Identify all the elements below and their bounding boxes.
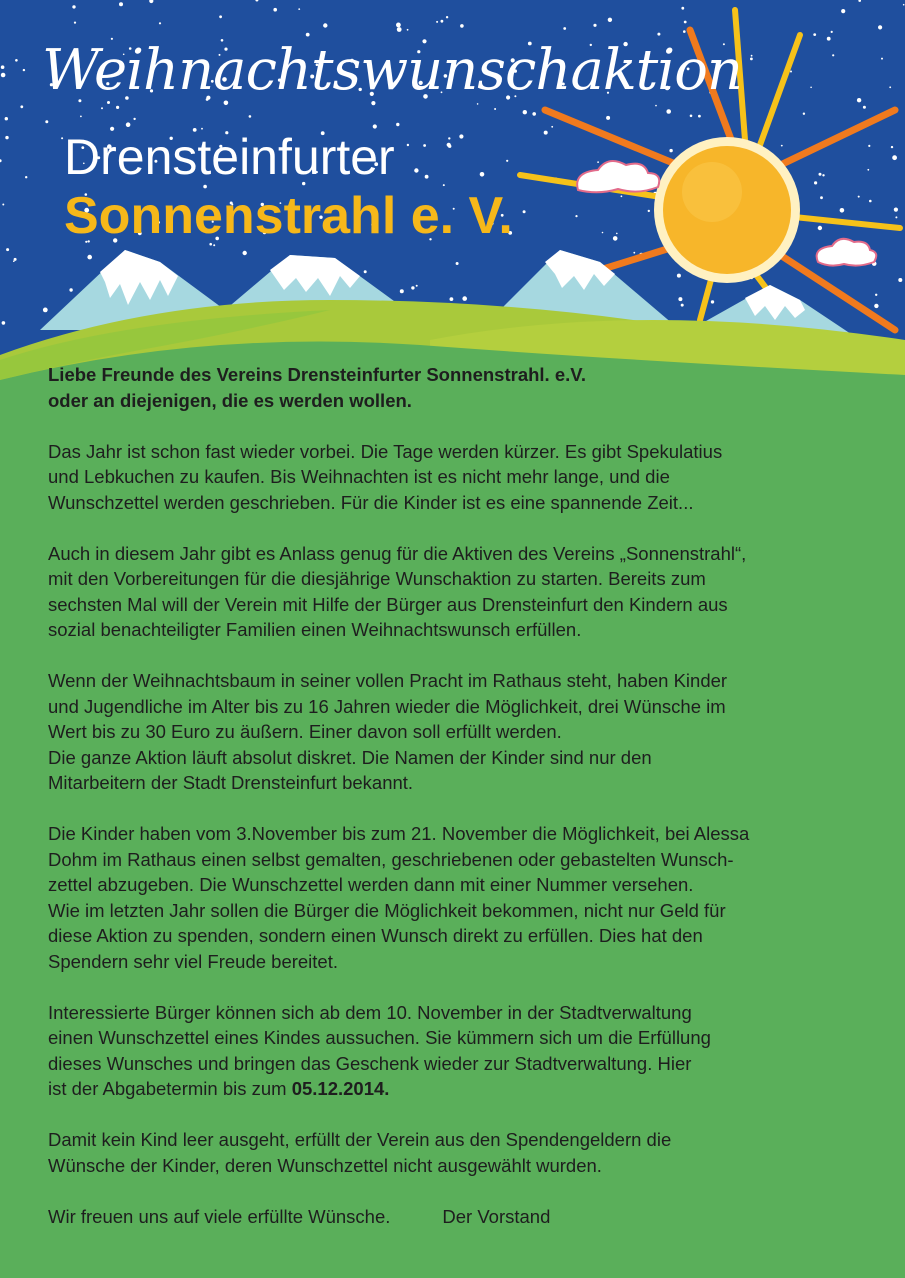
text-line: Wenn der Weihnachtsbaum in seiner vollen Pracht im Rathaus steht, haben Kinder	[48, 670, 728, 691]
star	[477, 103, 479, 105]
paragraph-4	[48, 821, 868, 974]
star	[563, 27, 566, 30]
script-title: Weihnachtswunschaktion	[42, 38, 742, 103]
star	[822, 174, 824, 176]
star	[869, 200, 872, 203]
paragraph-3	[48, 668, 868, 796]
paragraph-6	[48, 1127, 868, 1178]
text-line: sechsten Mal will der Verein mit Hilfe der Bürger aus Drensteinfurt den Kindern aus	[48, 593, 728, 615]
star	[790, 71, 792, 73]
text-line: Auch in diesem Jahr gibt es Anlass genug für die Aktiven des Vereins „Sonnenstrahl“,	[48, 542, 747, 564]
star	[813, 33, 816, 36]
star	[116, 106, 119, 109]
star	[690, 115, 693, 118]
star	[832, 54, 834, 56]
star	[867, 169, 869, 171]
star	[814, 181, 817, 184]
star	[273, 8, 277, 12]
star	[889, 86, 891, 88]
star	[903, 4, 905, 6]
star	[80, 116, 82, 118]
star	[820, 196, 823, 199]
paragraph-5	[48, 1000, 868, 1102]
star	[551, 126, 553, 128]
star	[450, 297, 454, 301]
star	[2, 204, 4, 206]
star	[506, 160, 508, 162]
star	[448, 145, 451, 148]
star	[606, 116, 610, 120]
signature: Der Vorstand	[442, 1205, 551, 1227]
text-line: dieses Wunsches und bringen das Geschenk wieder zur Stadtverwaltung. Hier	[48, 1052, 692, 1074]
star	[666, 109, 671, 114]
star	[616, 233, 618, 235]
title-drensteinfurter: Drensteinfurter	[64, 129, 395, 185]
star	[657, 33, 660, 36]
star	[593, 24, 596, 27]
star	[544, 131, 548, 135]
paragraph-1	[48, 439, 868, 516]
star	[1, 73, 6, 78]
star	[407, 29, 409, 31]
star	[480, 172, 485, 177]
star	[2, 321, 6, 325]
star	[159, 22, 161, 24]
star	[881, 58, 883, 60]
text-line: Damit kein Kind leer ausgeht, erfüllt der Verein aus den Spendengeldern die	[48, 1129, 672, 1150]
star	[831, 31, 833, 33]
star	[13, 260, 15, 262]
text-line: mit den Vorbereitungen für die diesjährige Wunschaktion zu starten. Bereits zum	[48, 568, 706, 589]
star	[683, 30, 686, 33]
text-line: einen Wunschzettel eines Kindes aussuchen. Sie kümmern sich um die Erfüllung	[48, 1027, 711, 1048]
star	[523, 110, 527, 114]
star	[456, 262, 459, 265]
text-line: zettel abzugeben. Die Wunschzettel werden dann mit einer Nummer versehen.	[48, 874, 694, 895]
greeting-line: oder an diejenigen, die es werden wollen.	[48, 389, 412, 411]
star	[810, 87, 812, 89]
star	[407, 144, 409, 146]
star	[633, 252, 635, 254]
letter-body	[48, 362, 868, 1255]
star	[459, 134, 463, 138]
star	[441, 20, 444, 23]
closing-line	[48, 1204, 868, 1230]
star	[655, 105, 657, 107]
deadline-prefix: ist der Abgabetermin bis zum	[48, 1078, 292, 1099]
greeting-line: Liebe Freunde des Vereins Drensteinfurter Sonnenstrahl. e.V.	[48, 364, 587, 385]
star	[448, 137, 450, 139]
star	[460, 24, 464, 28]
text-line: Wünsche der Kinder, deren Wunschzettel nicht ausgewählt wurden.	[48, 1154, 602, 1176]
star	[414, 168, 418, 172]
star	[5, 117, 8, 120]
star	[681, 7, 684, 10]
star	[45, 120, 48, 123]
star	[857, 98, 861, 102]
star	[400, 289, 404, 293]
star	[23, 69, 25, 71]
star	[892, 155, 897, 160]
star	[819, 173, 822, 176]
star	[306, 33, 310, 37]
star	[523, 210, 526, 213]
star	[621, 195, 623, 197]
text-line: Die ganze Aktion läuft absolut diskret. Die Namen der Kinder sind nur den	[48, 746, 652, 768]
closing-text: Wir freuen uns auf viele erfüllte Wünsche.	[48, 1205, 391, 1227]
star	[396, 123, 399, 126]
star	[133, 118, 135, 120]
star	[323, 23, 327, 27]
star	[894, 208, 898, 212]
star	[494, 108, 496, 110]
star	[1, 65, 5, 69]
text-line: Mitarbeitern der Stadt Drensteinfurt bekannt.	[48, 772, 414, 793]
star	[462, 296, 467, 301]
star	[61, 137, 63, 139]
star	[781, 145, 783, 147]
star	[364, 270, 367, 273]
star	[416, 285, 418, 287]
star	[126, 122, 131, 127]
star	[423, 144, 426, 147]
star	[575, 215, 577, 217]
star	[43, 308, 48, 313]
star	[298, 8, 300, 10]
star	[249, 115, 252, 118]
star	[597, 161, 599, 163]
star	[6, 248, 9, 251]
text-line: und Jugendliche im Alter bis zu 16 Jahren wieder die Möglichkeit, drei Wünsche im	[48, 695, 726, 717]
deadline-date: 05.12.2014.	[291, 1078, 390, 1099]
star	[803, 113, 805, 115]
text-line: Spendern sehr viel Freude bereitet.	[48, 950, 339, 972]
text-line: Wunschzettel werden geschrieben. Für die Kinder ist es eine spannende Zeit...	[48, 491, 694, 513]
star	[868, 145, 870, 147]
text-line: Die Kinder haben vom 3.November bis zum 21. November die Möglichkeit, bei Alessa	[48, 823, 750, 844]
star	[20, 105, 23, 108]
star	[74, 22, 76, 24]
text-line: sozial benachteiligter Familien einen Weihnachtswunsch erfüllen.	[48, 619, 582, 640]
greeting	[48, 362, 868, 413]
star	[219, 15, 222, 18]
star	[397, 27, 402, 32]
star	[863, 106, 866, 109]
star	[827, 37, 831, 41]
text-line: Wie im letzten Jahr sollen die Bürger die Möglichkeit bekommen, nicht nur Geld für	[48, 899, 726, 921]
star	[711, 300, 714, 303]
text-line: und Lebkuchen zu kaufen. Bis Weihnachten ist es nicht mehr lange, und die	[48, 466, 670, 487]
star	[648, 210, 650, 212]
star	[678, 297, 682, 301]
star	[677, 274, 681, 278]
star	[243, 251, 247, 255]
text-line: Dohm im Rathaus einen selbst gemalten, geschriebenen oder gebastelten Wunsch-	[48, 848, 734, 870]
star	[858, 196, 860, 198]
star	[602, 232, 604, 234]
star	[751, 55, 753, 57]
text-line: diese Aktion zu spenden, sondern einen Wunsch direkt zu erfüllen. Dies hat den	[48, 925, 703, 946]
star	[608, 18, 612, 22]
star	[613, 236, 618, 241]
star	[425, 175, 429, 179]
star	[898, 278, 902, 282]
star	[669, 149, 672, 152]
star	[878, 25, 882, 29]
star	[25, 176, 27, 178]
star	[750, 58, 753, 61]
star	[891, 146, 893, 148]
star	[87, 255, 92, 260]
star	[895, 216, 897, 218]
star	[446, 16, 448, 18]
star	[532, 112, 536, 116]
star	[681, 304, 684, 307]
star	[101, 107, 103, 109]
star	[411, 286, 414, 289]
star	[874, 304, 878, 308]
star	[15, 59, 18, 62]
star	[840, 208, 845, 213]
star	[698, 115, 701, 118]
paragraph-2	[48, 541, 868, 643]
star	[69, 288, 72, 291]
star	[684, 21, 687, 24]
star	[818, 226, 822, 230]
star	[119, 2, 123, 6]
text-line: Wert bis zu 30 Euro zu äußern. Einer davon soll erfüllt werden.	[48, 721, 562, 742]
text-line: Das Jahr ist schon fast wieder vorbei. Die Tage werden kürzer. Es gibt Spekulatius	[48, 440, 723, 462]
star	[72, 5, 75, 8]
star	[5, 136, 8, 139]
star	[841, 9, 845, 13]
text-line	[48, 1076, 868, 1102]
star	[436, 21, 438, 23]
star	[396, 23, 401, 28]
star	[875, 294, 877, 296]
title-sonnenstrahl: Sonnenstrahl e. V.	[64, 187, 513, 245]
text-line: Interessierte Bürger können sich ab dem 10. November in der Stadtverwaltung	[48, 1001, 692, 1023]
